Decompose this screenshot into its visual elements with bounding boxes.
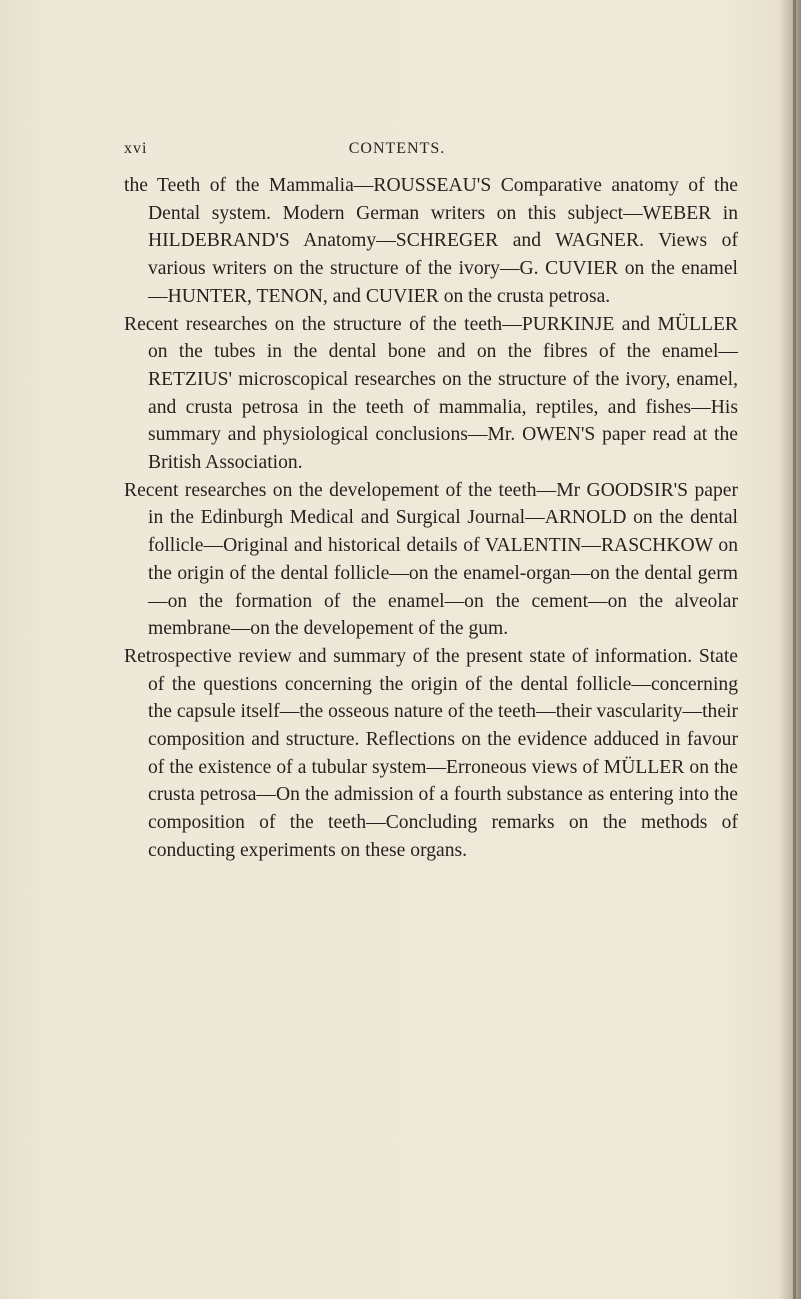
- page-edge-shadow: [779, 0, 801, 1299]
- page-number: xvi: [124, 140, 148, 157]
- contents-entry: Retrospective review and summary of the present state of information. State of the questions concerning the origin of the dental follicle—concerning the capsule itself—the osseous nature of the teeth—their vascularity—their composition and structure. Reflections on the evidence adduced in favour of the existence of a tubular system—Erroneous views of MÜLLER on the crusta petrosa—On the admission of a fourth substance as entering into the composition of the teeth—Concluding remarks on the methods of conducting experiments on these organs.: [124, 645, 738, 861]
- running-header: [124, 140, 670, 164]
- contents-entry: Recent researches on the developement of the teeth—Mr GOODSIR'S paper in the Edinburgh Medical and Surgical Journal—ARNOLD on the dental follicle—Original and historical details of VALENTIN—RASCHKOW on the origin of the dental follicle—on the enamel-organ—on the dental germ—on the formation of the enamel—on the cement—on the alveolar membrane—on the developement of the gum.: [124, 479, 738, 640]
- contents-entry: Recent researches on the structure of the teeth—PURKINJE and MÜLLER on the tubes in the dental bone and on the fibres of the enamel—RETZIUS' microscopical researches on the structure of the ivory, enamel, and crusta petrosa in the teeth of mammalia, reptiles, and fishes—His summary and physiological conclusions—Mr. OWEN'S paper read at the British Association.: [124, 313, 738, 474]
- contents-entry: the Teeth of the Mammalia—ROUSSEAU'S Comparative anatomy of the Dental system. Modern German writers on this subject—WEBER in HILDEBRAND'S Anatomy—SCHREGER and WAGNER. Views of various writers on the structure of the ivory—G. CUVIER on the enamel—HUNTER, TENON, and CUVIER on the crusta petrosa.: [124, 175, 738, 307]
- page-edge-line: [793, 0, 796, 1299]
- running-title: CONTENTS.: [348, 140, 446, 157]
- contents-body: [124, 172, 738, 865]
